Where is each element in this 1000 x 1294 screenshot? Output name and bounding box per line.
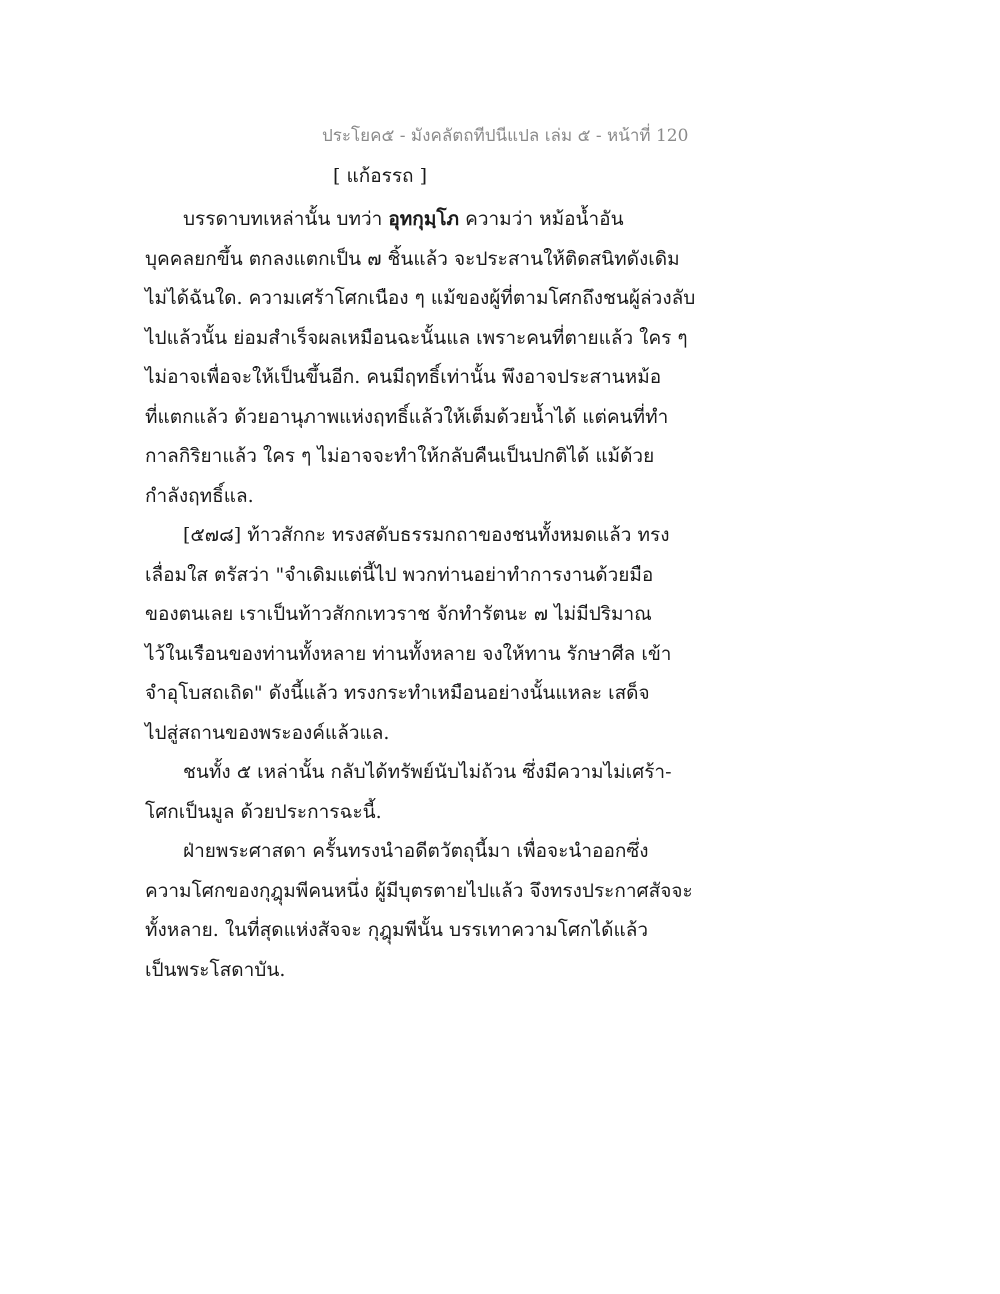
text-line [145,714,865,754]
text-line [145,951,865,991]
line-text: ฝ่ายพระศาสดา ครั้นทรงนำอดีตวัตถุนี้มา เพื่อจะนำออกซึ่ง [183,840,649,862]
line-text: กำลังฤทธิ์แล. [145,484,254,507]
text-line [145,872,865,912]
line-text: ไม่อาจเพื่อจะให้เป็นขึ้นอีก. คนมีฤทธิ์เท่านั้น พึงอาจประสานหม้อ [145,366,662,388]
text-line [145,911,865,951]
text-line [145,200,865,240]
line-text: กาลกิริยาแล้ว ใคร ๆ ไม่อาจจะทำให้กลับคืนเป็นปกติได้ แม้ด้วย [145,445,655,467]
running-title: ประโยค๕ - มังคลัตถทีปนีแปล เล่ม ๕ - หน้าที่ 120 [322,126,689,146]
line-text: ความว่า หม้อน้ำอัน [459,208,624,230]
line-text: บุคคลยกขึ้น ตกลงแตกเป็น ๗ ชิ้นแล้ว จะประสานให้ติดสนิทดังเดิม [145,247,680,270]
page-header [322,124,742,148]
line-text: โศกเป็นมูล ด้วยประการฉะนี้. [145,800,382,823]
text-line [145,240,865,280]
text-line [145,358,865,398]
text-line [145,279,865,319]
line-text: ความโศกของกุฎุมพีคนหนึ่ง ผู้มีบุตรตายไปแล้ว จึงทรงประกาศสัจจะ [145,879,693,902]
line-text: [๕๗๘] ท้าวสักกะ ทรงสดับธรรมกถาของชนทั้งหมดแล้ว ทรง [183,524,670,546]
text-line [145,398,865,438]
text-line [145,477,865,517]
section-title: [ แก้อรรถ ] [333,165,427,187]
line-text: เป็นพระโสดาบัน. [145,958,286,981]
text-line [145,635,865,675]
text-line [145,793,865,833]
body-text [145,200,865,990]
text-line [145,437,865,477]
line-text: จำอุโบสถเถิด" ดังนี้แล้ว ทรงกระทำเหมือนอย่างนั้นแหละ เสด็จ [145,682,650,704]
text-line [145,595,865,635]
line-text: ทั้งหลาย. ในที่สุดแห่งสัจจะ กุฎุมพีนั้น บรรเทาความโศกได้แล้ว [145,919,649,941]
line-text: บรรดาบทเหล่านั้น บทว่า [183,208,389,230]
line-text: ชนทั้ง ๕ เหล่านั้น กลับได้ทรัพย์นับไม่ถ้วน ซึ่งมีความไม่เศร้า- [183,761,672,783]
bold-term: อุทกุมฺโภ [388,208,460,230]
line-text: ไปแล้วนั้น ย่อมสำเร็จผลเหมือนฉะนั้นแล เพราะคนที่ตายแล้ว ใคร ๆ [145,326,688,349]
text-line [145,319,865,359]
line-text: ของตนเลย เราเป็นท้าวสักกเทวราช จักทำรัตนะ ๗ ไม่มีปริมาณ [145,603,652,625]
line-text: ที่แตกแล้ว ด้วยอานุภาพแห่งฤทธิ์แล้วให้เต็มด้วยน้ำได้ แต่คนที่ทำ [145,405,669,428]
line-text: ไว้ในเรือนของท่านทั้งหลาย ท่านทั้งหลาย จงให้ทาน รักษาศีล เข้า [145,642,672,665]
text-line [145,832,865,872]
text-line [145,556,865,596]
line-text: ไปสู่สถานของพระองค์แล้วแล. [145,721,390,744]
text-line [145,674,865,714]
line-text: ไม่ได้ฉันใด. ความเศร้าโศกเนือง ๆ แม้ของผู้ที่ตามโศกถึงชนผู้ล่วงลับ [145,287,696,309]
text-line [145,516,865,556]
text-line [145,753,865,793]
line-text: เลื่อมใส ตรัสว่า "จำเดิมแต่นี้ไป พวกท่านอย่าทำการงานด้วยมือ [145,563,654,586]
